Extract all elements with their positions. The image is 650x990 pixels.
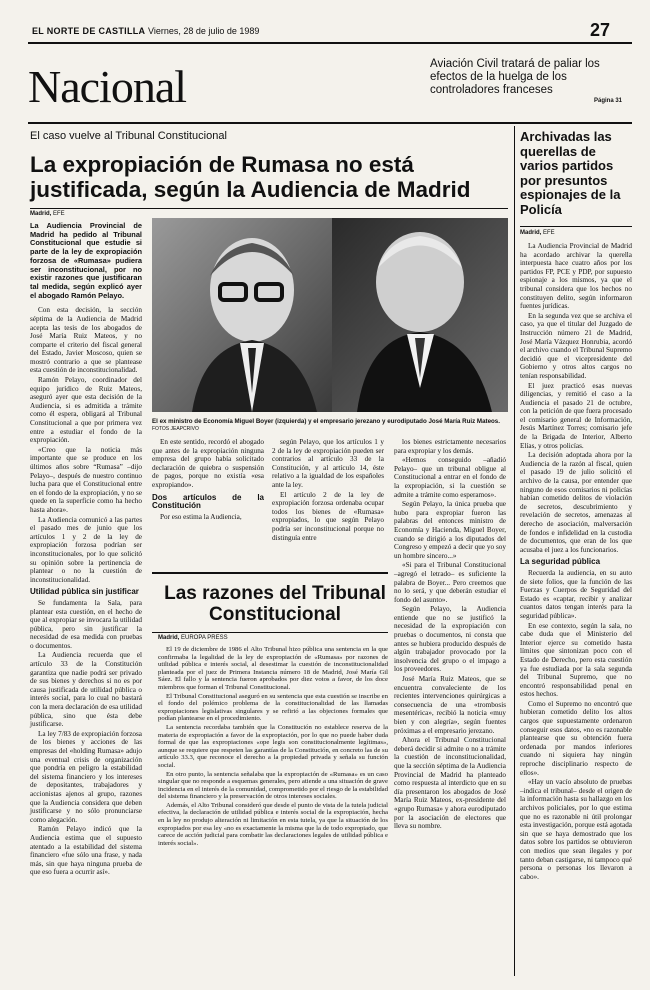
box-paragraph: Además, el Alto Tribunal consideró que desde el punto de vista de la tutela judicial efectiva, la declaración de utilidad pública e interés social de la expropiación, hecha en la ley no produjo alteración ni limitación en esta tutela, ya que la situación de los expropiados por esa ley «no es exactamente la misma que la de todo expropiado, que carece de acción judicial para combatir las declaraciones legales de utilidad pública e interés social».: [158, 801, 388, 847]
side-paragraph: «Hay un vacío absoluto de pruebas –indica el tribunal– desde el origen de la información hasta su hallazgo en los archivos policiales, por lo que estima que no es razonable ni útil prolongar esta investigación, porque está agotada sin que se haya demostrado que los datos sobre los partidos se obtuvieron con medios que sean ilegales y por tanto deban castigarse, ni tampoco qué persona o personas los llevaron a cabo».: [520, 778, 632, 881]
side-paragraph: La decisión adoptada ahora por la Audiencia de la razón al fiscal, quien el pasado 19 de julio solicitó el archivo de la causa, por entender que ninguno de esos comisarios ni policías habían cometido delitos de violación de secretos, descubrimiento y revelación de secretos, amenazas al derecho de asociación, malversación de fondos e infidelidad en la custodia de documentos, que eran de los que acusaba el juez a los funcionarios.: [520, 451, 632, 554]
col4-paragraph: José María Ruiz Mateos, que se encuentra convaleciente de los recientes intervenciones quirúrgicas a consecuencia de una «trombosis mesentérica», recibió la noticia «muy bien y con alegría», según fuentes próximas a el empresario jerezano.: [394, 675, 506, 735]
side-subhead: La seguridad pública: [520, 557, 601, 567]
photo-caption: [152, 418, 508, 434]
teaser-page-ref: Página 31: [594, 98, 623, 104]
side-byline-agency: EFE: [543, 230, 555, 236]
side-paragraph: En ese contexto, según la sala, no cabe duda que el Ministerio del Interior ejerce su cometido hasta límites que sintonizan poco con el Estado de Derecho, pero esta cuestión ya fue estudiada por la sala segunda del Tribunal Supremo, que no encontró responsabilidad penal en estos hechos.: [520, 621, 632, 699]
col2-paragraph: Por eso estima la Audiencia,: [160, 512, 242, 521]
col1-paragraph: Ramón Pelayo indicó que la Audiencia estima que el supuesto atentado a la estabilidad del sistema financiero «fue sólo una frase, y nada más, sin que haya ninguna prueba de que eso fuera a ocurrir así».: [30, 825, 142, 877]
col4-paragraph: los bienes estrictamente necesarios para expropiar y los demás.: [394, 438, 506, 455]
newspaper-name: EL NORTE DE CASTILLA: [32, 26, 146, 36]
col4-paragraph: «Hemos conseguido –añadió Pelayo– que un tribunal obligue al Constitucional a entrar en el fondo de la expropiación, si la cuestión se admite a trámite como esperamos».: [394, 456, 506, 499]
photo-illustration: [152, 218, 508, 412]
box-byline: [158, 635, 228, 641]
box-body: [158, 646, 388, 848]
headline-rule: [30, 208, 508, 209]
section-title: Nacional: [28, 61, 187, 112]
side-paragraph: Recuerda la audiencia, en su auto de siete folios, que la función de las Fuerzas y Cuerpos de Seguridad del Estado es «captar, recibir y analizar cuantos datos tengan interés para la seguridad pública».: [520, 568, 632, 620]
side-paragraph: La Audiencia Provincial de Madrid ha acordado archivar la querella interpuesta hace cuatro años por los partidos FP, PCE y PDP, por supuesto espionaje a los mismos, ya que el tribunal considera que los hechos no constituyen delito, según informaron fuentes jurídicas.: [520, 242, 632, 311]
side-paragraph: El juez practicó esas nuevas diligencias, y remitió el caso a la Audiencia el pasado 21 de octubre, con la petición de que fuera procesado el comisario general de Información, Jesús Martínez Torres; comisario jefe de la Brigada de Interior, Alberto Elías, y otros policías.: [520, 381, 632, 450]
main-headline: La expropiación de Rumasa no está justificada, según la Audiencia de Madrid: [30, 152, 471, 202]
side-byline: [520, 230, 555, 236]
col1-paragraph: Con esta decisión, la sección séptima de la Audiencia de Madrid acepta las tesis de los abogados de José María Ruiz Mateos, y no comparte el criterio del fiscal general del Estado, Javier Moscoso, quien se mostró contrario a que se plantease esta cuestión de inconstitucionalidad.: [30, 306, 142, 375]
lead-paragraph: La Audiencia Provincial de Madrid ha pedido al Tribunal Constitucional que estudie si parte de la ley de expropiación forzosa de «Rumasa» pudiera ser inconstitucional, por no existir razones que justificaran tal medida, según explicó ayer el abogado Ramón Pelayo.: [30, 221, 142, 300]
teaser-text: Aviación Civil tratará de paliar los efectos de la huelga de los controladores franceses: [430, 58, 600, 96]
main-column-2: [152, 438, 264, 522]
photo-boyer-ruizmateos: [152, 218, 508, 412]
main-column-4: [394, 438, 506, 832]
box-byline-agency: EUROPA PRESS: [181, 635, 228, 641]
col1-paragraph: Se fundamenta la Sala, para plantear esta cuestión, en el hecho de que al expropiar se invocara la utilidad pública, pero sin justificar la necesidad de esa medida con pruebas o documentos.: [30, 598, 142, 650]
col2-paragraph: En este sentido, recordó el abogado que antes de la expropiación ninguna empresa del grupo había solicitado declaración de quiebra o suspensión de pagos, porque no existía «esa expropiando».: [152, 438, 264, 489]
issue-date: Viernes, 28 de julio de 1989: [148, 26, 260, 36]
page-number: 27: [590, 20, 611, 40]
box-paragraph: La sentencia recordaba también que la Constitución no establece reserva de la materia de expropiación a favor de la expropiación, por lo que no puede haber duda formal de que las expropiaciones «ope legis son constitucionalmente legítimas», aunque se requiere que respeten las garantías de la Constitución, en concreto las de su artículo 33.3, que reconoce el derecho a la propiedad privada y señala su función social.: [158, 723, 388, 769]
box-title-rule: [152, 632, 388, 633]
caption-credit: FOTOS JEAPCRIVO: [152, 426, 199, 433]
side-headline: Archivadas las querellas de varios partidos por presuntos espionajes de la Policía: [520, 129, 621, 217]
col1-paragraph: La Audiencia comunicó a las partes el pasado mes de junio que los artículos 1 y 2 de la ley de expropiación forzosa podrían ser inconstitucionales, por lo que solicitó su opinión sobre la pertinencia de plantear o no la cuestión de inconstitucionalidad.: [30, 515, 142, 584]
box-paragraph: El 19 de diciembre de 1986 el Alto Tribunal hizo pública una sentencia en la que confirmaba la legalidad de la ley de expropiación de «Rumasa» por razones de utilidad pública e interés social, al desestimar la cuestión de inconstitucionalidad planteada por el juez de Primera Instancia número 18 de Madrid, José María Gil Sáez. El fallo y la sentencia fueron aprobados por diez votos a favor, de los doce miembros que forman el Tribunal Constitucional.: [158, 646, 388, 691]
box-paragraph: En otro punto, la sentencia señalaba que la expropiación de «Rumasa» es un caso singular que no responde a esquemas generales, pero atiende a una situación de grave incidencia en el interés de la comunidad, comprometido por el riesgo de la estabilidad del sistema financiero y la preservación de otros intereses sociales.: [158, 770, 388, 801]
col3-paragraph: según Pelayo, que los artículos 1 y 2 de la ley de expropiación pueden ser contrarios al artículo 33 de la Constitución, y al artículo 14, éste relativo a la igualdad de los españoles ante la ley.: [272, 438, 384, 489]
box-top-rule: [152, 572, 388, 574]
box-byline-city: Madrid,: [158, 635, 180, 641]
col4-paragraph: «Si para el Tribunal Constitucional –agregó el letrado– es suficiente la palabra de Boyer... Pero creemos que no lo será, y que deberán estudiar el fondo del asunto».: [394, 561, 506, 604]
col4-paragraph: Según Pelayo, la Audiencia entiende que no se justificó la necesidad de la expropiación con pruebas o documentos, ni consta que antes se hubiera producido después de algún trabajador provocado por la insolvencia del grupo o el impago a los proveedores.: [394, 605, 506, 674]
main-byline: [30, 211, 65, 217]
byline-city: Madrid,: [30, 211, 52, 217]
col1-paragraph: «Creo que la noticia más importante que se produce en los últimos años sobre “Rumasa” –dijo Pelayo–, después de nuestro continuo lucha para que el Constitucional entre en el fondo de la expropiación, y no se quede en la superficie como ha hecho hasta ahora».: [30, 445, 142, 514]
section-rule: [28, 122, 632, 124]
side-paragraph: En la segunda vez que se archiva el caso, ya que el titular del Juzgado de Instrucción número 21 de Madrid, José María Vázquez Honrubia, acordó el archivo cuando el Tribunal Supremo decidió que el vicepresidente del Gobierno y otros altos cargos no tenían responsabilidad.: [520, 311, 632, 380]
side-divider: [514, 126, 515, 976]
col1-subhead: Utilidad pública sin justificar: [30, 587, 139, 597]
main-column-1: [30, 222, 142, 878]
col4-paragraph: Ahora el Tribunal Constitucional deberá decidir si admite o no a trámite la cuestión de inconstitucionalidad, que la sección séptima de la Audiencia Provincial de Madrid ha planteado como respuesta al interdicto que en su día presentaron los abogados de José María Ruiz Mateos, ex-presidente del «grupo Rumasa» y ahora eurodiputado por la asociación de electores que lleva su nombre.: [394, 736, 506, 831]
col1-paragraph: Ramón Pelayo, coordinador del equipo jurídico de Ruiz Mateos, aseguró ayer que esta decisión de la Audiencia, si es admitida a trámite como él espera, obligará al Tribunal Constitucional a que por primera vez entre a estudiar el fondo de la expropiación.: [30, 376, 142, 445]
side-paragraph: Como el Supremo no encontró que hubieran cometido delito los altos cargos que supuestamente ordenaron conseguir esos datos, «no es razonable plantearse que su obtención fuera ordenada por mandos inferiores cuando ni siquiera hay ningún reproche disciplinario respecto de ellos».: [520, 699, 632, 777]
col1-paragraph: La ley 7/83 de expropiación forzosa de los bienes y acciones de las empresas del «holding Rumasa» adujo una eventual crisis de organización que pondría en peligro la estabilidad del sistema financiero y los intereses de depositantes, trabajadores y accionistas ajenos al grupo, razones que la Audiencia considera que deben justificarse y no sólo pronunciarse como alegación.: [30, 729, 142, 824]
side-headline-rule: [520, 226, 632, 227]
kicker: El caso vuelve al Tribunal Constitucional: [30, 130, 227, 142]
caption-text: El ex ministro de Economía Miguel Boyer (izquierda) y el empresario jerezano y eurodiputado José María Ruiz Mateos.: [152, 418, 500, 425]
header-rule: [28, 42, 632, 44]
box-title: Las razones del Tribunal Constitucional: [164, 583, 386, 625]
side-byline-city: Madrid,: [520, 230, 542, 236]
box-paragraph: El Tribunal Constitucional aseguró en su sentencia que esta cuestión se inscribe en el fondo del polémico problema de la constitucionalidad de las llamadas expropiaciones legislativas singulares y se refirió a las objeciones formales que podían plantearse en el procedimiento.: [158, 692, 388, 723]
col1-paragraph: La Audiencia recuerda que el artículo 33 de la Constitución garantiza que nadie podrá ser privado de sus bienes y derechos si no es por causa justificada de utilidad pública o interés social, para lo cual no bastará con la mera declaración de esa utilidad pública, sino que ésta debe justificarse.: [30, 651, 142, 729]
col2-subhead: Dos artículos de la Constitución: [152, 492, 264, 511]
main-column-3: [272, 438, 384, 543]
byline-agency: EFE: [53, 211, 65, 217]
col4-paragraph: Según Pelayo, la única prueba que hubo para expropiar fueron las palabras del entonces ministro de Economía y Hacienda, Miguel Boyer, cuando se dirigió a los diputados del Congreso y empezó a decir que yo soy un hombre sincero...»: [394, 500, 506, 560]
col3-paragraph: El artículo 2 de la ley de expropiación forzosa ordenaba ocupar todos los bienes de «Rumasa» expropiados, lo que según Pelayo podría ser inconstitucional porque no distinguía entre: [272, 490, 384, 542]
side-body: [520, 242, 632, 882]
